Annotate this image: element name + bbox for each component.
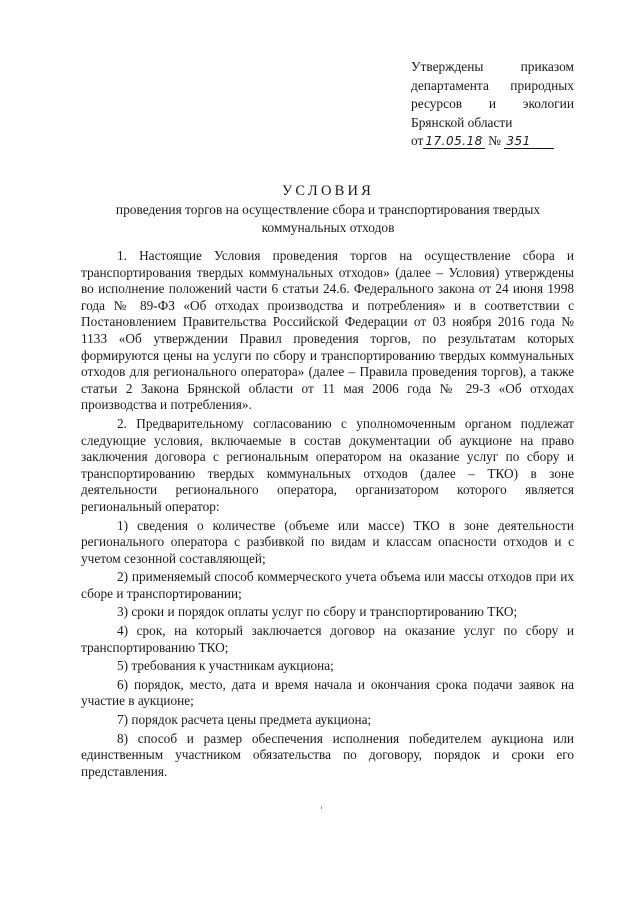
list-item: 2) применяемый способ коммерческого учета объема или массы отходов при их сборе и транспортировании; [81,569,574,601]
document-heading [88,182,568,236]
from-prefix: от [411,133,424,148]
list-item: 4) срок, на который заключается договор на оказание услуг по сбору и транспортированию ТКО; [81,623,574,655]
document-subtitle-line: проведения торгов на осуществление сбора и транспортирования твердых [115,202,541,217]
list-item: 7) порядок расчета цены предмета аукциона; [117,712,372,728]
document-body [81,248,574,782]
order-date: 17.05.18 [425,134,483,148]
order-reference [411,132,574,151]
list-item: 1) сведения о количестве (объеме или массе) ТКО в зоне деятельности регионального оператора с разбивкой по видам и классам опасности отходов и с учетом сезонной составляющей; [81,517,574,566]
approval-line: ресурсов и экологии [411,96,574,111]
order-number: 351 [504,134,554,149]
list-item: 6) порядок, место, дата и время начала и окончания срока подачи заявок на участие в аукционе; [81,676,574,709]
list-item: 8) способ и размер обеспечения исполнения победителем аукциона или единственным участником обязательства по договору, порядок и сроки его представления. [81,730,574,779]
approval-line: Утверждены приказом [411,59,574,74]
paragraph: 2. Предварительному согласованию с уполномоченным органом подлежат следующие условия, включаемые в состав документации об аукционе на право заключения договора с региональным оператором на оказание услуг по сбору и транспортированию твердых коммунальных отходов (далее – ТКО) в зоне деятельности регионального оператора, организатором которого является региональный оператор: [81,415,574,514]
approval-block [411,58,574,151]
approval-line: Брянской области [411,114,513,130]
list-item: 3) сроки и порядок оплаты услуг по сбору и транспортированию ТКО; [117,604,518,620]
document-title: УСЛОВИЯ [281,183,375,199]
scan-speck [321,806,322,809]
list-item: 5) требования к участникам аукциона; [117,658,334,674]
number-prefix: № [488,133,501,148]
paragraph: 1. Настоящие Условия проведения торгов на осуществление сбора и транспортирования твердых коммунальных отходов» (далее – Условия) утверждены во исполнение положений части 6 статьи 24.6. Федерального закона от 24 июня 1998 года № 89-ФЗ «Об отходах производства и потребления» и в соответствии с Постановлением Правительства Российской Федерации от 03 ноября 2016 года № 1133 «Об утверждении Правил проведения торгов, по результатам которых формируются цены на услуги по сбору и транспортированию твердых коммунальных отходов для регионального оператора» (далее – Правила проведения торгов), а также статьи 2 Закона Брянской области от 11 мая 2006 года № 29-З «Об отходах производства и потребления». [81,248,574,413]
approval-line: департамента природных [411,77,574,93]
document-subtitle-line: коммунальных отходов [261,219,395,235]
